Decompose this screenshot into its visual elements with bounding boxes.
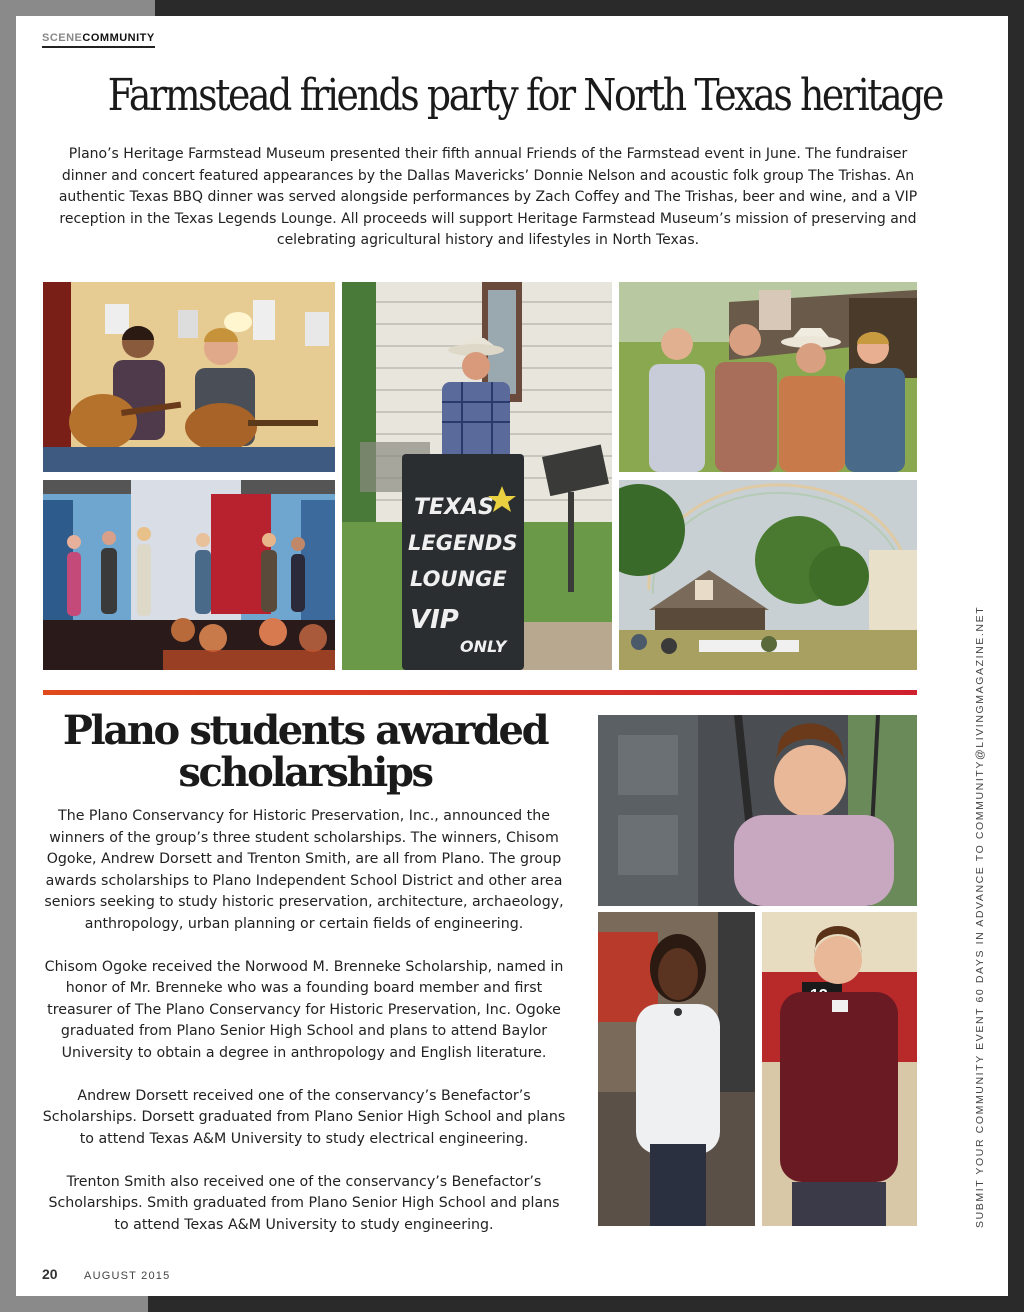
section-divider	[43, 690, 917, 695]
photo-guitarists	[43, 282, 335, 472]
frame-accent-top	[0, 0, 155, 16]
article1-headline: Farmstead friends party for North Texas heritage	[107, 70, 943, 121]
frame-accent-bottom	[0, 1296, 148, 1312]
article2-paragraph-3: Andrew Dorsett received one of the conservancy’s Benefactor’s Scholarships. Dorsett graduated from Plano Senior High School and plans to attend Texas A&M University to study electrical engineering.	[42, 1087, 566, 1147]
sign-text-4: VIP	[410, 605, 459, 635]
article2-body	[40, 806, 568, 1258]
article2-headline: Plano students awarded scholarships	[62, 707, 548, 796]
frame-accent-left	[0, 0, 16, 1312]
page-folio	[42, 1266, 170, 1284]
issue-date: AUGUST 2015	[84, 1270, 171, 1282]
section-tag	[42, 32, 155, 48]
photo-chisom-ogoke	[598, 912, 755, 1226]
photo-andrew-dorsett	[598, 715, 917, 906]
photo-band-stage	[43, 480, 335, 670]
article1-intro: Plano’s Heritage Farmstead Museum presented their fifth annual Friends of the Farmstead event in June. The fundraiser dinner and concert featured appearances by the Dallas Mavericks’ Donnie Nelson and acoustic folk group The Trishas. An authentic Texas BBQ dinner was served alongside performances by Zach Coffey and The Trishas, beer and wine, and a VIP reception in the Texas Legends Lounge. All proceeds will support Heritage Farmstead Museum’s mission of preserving and celebrating agricultural history and lifestyles in North Texas.	[58, 146, 918, 248]
sign-text-1: TEXAS	[414, 495, 494, 520]
article2-paragraph-1: The Plano Conservancy for Historic Preservation, Inc., announced the winners of the group’s three student scholarships. The winners, Chisom Ogoke, Andrew Dorsett and Trenton Smith, are all from Plano. The group awards scholarships to Plano Independent School District and other area seniors seeking to study historic preservation, architecture, archaeology, anthropology, urban planning or certain fields of engineering.	[44, 808, 564, 932]
photo-rainbow-farmstead	[619, 480, 917, 670]
magazine-page	[16, 16, 1008, 1296]
sign-text-5: ONLY	[460, 637, 507, 656]
section-tag-community: COMMUNITY	[82, 32, 155, 44]
sign-text-3: LOUNGE	[410, 567, 507, 591]
sidebar-submission-note: SUBMIT YOUR COMMUNITY EVENT 60 DAYS IN ADVANCE TO COMMUNITY@LIVINGMAGAZINE.NET	[974, 605, 986, 1228]
photo-legends-lounge-sign	[342, 282, 612, 670]
page-number: 20	[42, 1266, 58, 1282]
section-tag-scene: SCENE	[42, 32, 83, 44]
sign-text-2: LEGENDS	[408, 531, 518, 555]
photo-trenton-smith	[762, 912, 917, 1226]
article2-paragraph-2: Chisom Ogoke received the Norwood M. Brenneke Scholarship, named in honor of Mr. Brenneke who was a founding board member and first treasurer of The Plano Conservancy for Historic Preservation, Inc. Ogoke graduated from Plano Senior High School and plans to attend Baylor University to obtain a degree in anthropology and English literature.	[44, 958, 564, 1061]
photo-four-men	[619, 282, 917, 472]
article2-paragraph-4: Trenton Smith also received one of the conservancy’s Benefactor’s Scholarships. Smith graduated from Plano Senior High School and plans to attend Texas A&M University to study engineering.	[48, 1173, 560, 1233]
